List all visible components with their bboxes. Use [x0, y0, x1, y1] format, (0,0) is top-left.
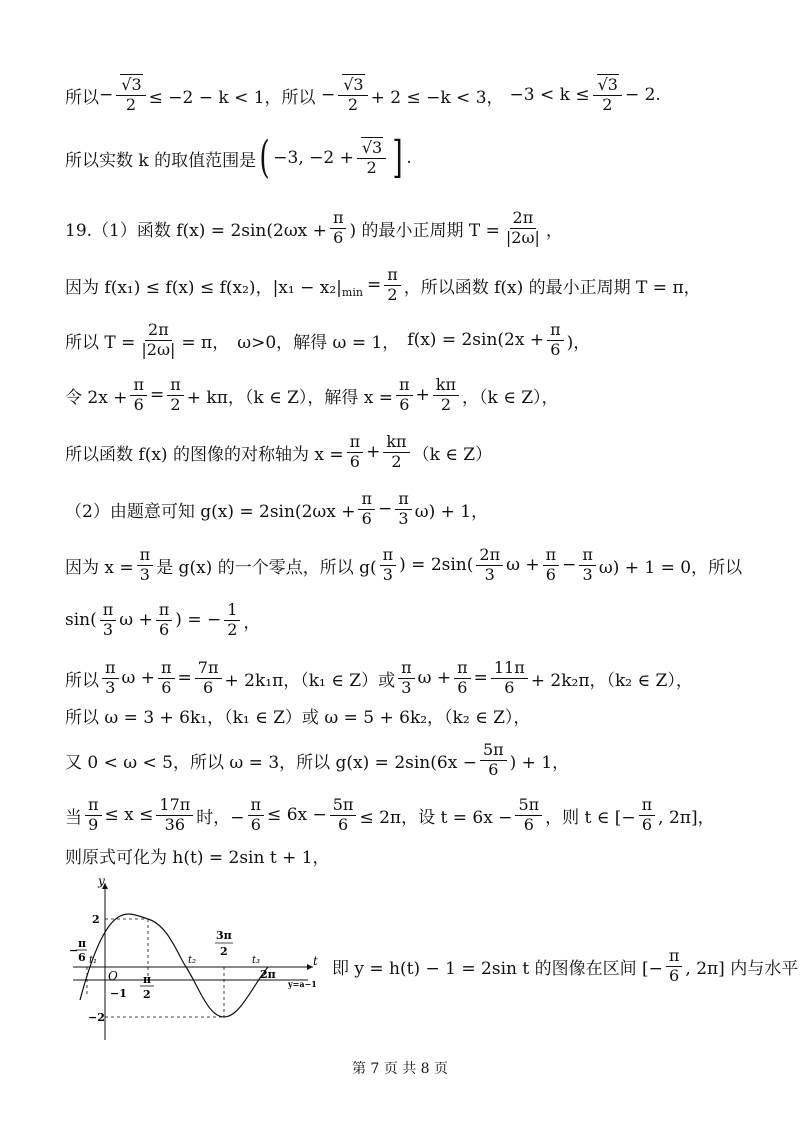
num: π: [395, 490, 412, 509]
line-9: [65, 545, 742, 585]
text: ≤ −2 − k < 1，所以: [148, 87, 316, 108]
den: 6: [250, 814, 261, 834]
fraction: [347, 433, 364, 471]
text: ≤ 6x −: [267, 805, 327, 825]
den: 6: [133, 394, 144, 414]
fraction: [384, 266, 401, 304]
fraction: [491, 659, 528, 697]
text: 所以: [65, 87, 99, 108]
text: 即 y = h(t) − 1 = 2sin t 的图像在区间 [−: [332, 958, 663, 979]
num: 7π: [195, 659, 222, 678]
text: =: [366, 275, 382, 295]
text: 因为 x =: [65, 557, 134, 578]
num: 2π: [476, 546, 503, 565]
text: =: [177, 668, 192, 688]
den: 6: [457, 677, 468, 697]
text: ，: [545, 220, 563, 241]
fraction: [137, 546, 154, 584]
text: )，: [566, 332, 591, 353]
fraction: [383, 433, 409, 471]
text: + 2 ≤ −k < 3，: [370, 87, 504, 108]
num: π: [639, 796, 656, 815]
line-11: [65, 658, 693, 698]
text: =: [149, 385, 165, 405]
fraction: [85, 796, 102, 834]
fraction: [138, 321, 178, 359]
den: 36: [164, 814, 186, 834]
num: kπ: [383, 433, 409, 452]
line-16: [332, 946, 798, 986]
den: 3: [382, 564, 393, 584]
line-15: [65, 835, 330, 875]
text: + kπ，（k ∈ Z），解得 x =: [186, 387, 394, 408]
text: f(x) = 2sin(2x +: [407, 330, 545, 350]
num: 11π: [491, 659, 528, 678]
text: + 2k₁π，（k₁ ∈ Z）或: [224, 670, 396, 691]
sine-curve: [80, 914, 268, 1017]
fraction: [579, 546, 596, 584]
text: ω>0，解得 ω = 1，: [237, 332, 400, 353]
line-6: [65, 375, 559, 415]
den: 6: [361, 508, 372, 528]
den: 2: [227, 619, 238, 639]
text: 当: [65, 807, 82, 828]
line-3: [65, 208, 563, 248]
fraction: [380, 546, 397, 584]
t2-label: t₂: [188, 955, 197, 966]
num: 5π: [480, 741, 507, 760]
fraction: [503, 209, 543, 247]
num: π: [248, 796, 265, 815]
num: π: [380, 546, 397, 565]
fraction: [195, 659, 222, 697]
sine-graph: [68, 875, 328, 1045]
den: 2: [366, 157, 377, 177]
t3-label: t₃: [252, 955, 261, 966]
num: π: [130, 376, 147, 395]
text: , 2π] 内与水平: [685, 958, 799, 979]
text: ) = 2sin(: [399, 555, 474, 575]
den: 6: [203, 677, 214, 697]
text: 19.（1）函数 f(x) = 2sin(2ωx +: [65, 220, 327, 241]
text: ω) + 1 = 0，所以: [598, 557, 743, 578]
left-tick-den: 6: [78, 951, 86, 964]
fraction: [224, 601, 240, 639]
text: ω +: [506, 555, 540, 575]
line-5: [65, 320, 590, 360]
den: 6: [523, 814, 534, 834]
num: π: [102, 659, 119, 678]
fraction: [454, 659, 471, 697]
t1-label: t₁: [89, 955, 98, 966]
horizontal-line-label: y=a−1: [288, 979, 317, 989]
fraction: [338, 76, 367, 114]
text: −3, −2 +: [273, 148, 354, 168]
minus: −: [99, 85, 114, 105]
left-tick-sign: −: [69, 944, 79, 957]
den: 2: [125, 94, 137, 114]
fraction: [358, 490, 375, 528]
num: kπ: [433, 376, 459, 395]
line-4: [65, 265, 701, 305]
num: π: [156, 601, 173, 620]
text: ω +: [121, 668, 156, 688]
fraction: [156, 601, 173, 639]
text: 所以函数 f(x) 的图像的对称轴为 x =: [65, 444, 344, 465]
fraction: [515, 796, 542, 834]
line-13: [65, 740, 569, 780]
text: （k ∈ Z）: [412, 444, 493, 465]
num: π: [358, 490, 375, 509]
text: ω +: [417, 668, 452, 688]
num: 5π: [515, 796, 542, 815]
den: 3: [401, 677, 412, 697]
den: 6: [641, 814, 652, 834]
num: √3: [121, 75, 142, 95]
num: π: [543, 546, 560, 565]
fraction: [639, 796, 656, 834]
den: 6: [488, 759, 499, 779]
fraction: [102, 659, 119, 697]
text: 则原式可化为 h(t) = 2sin t + 1，: [65, 847, 330, 868]
y-tick-neg2: −2: [88, 1011, 105, 1024]
fraction: [156, 796, 193, 834]
fraction: [396, 376, 413, 414]
den: |2ω|: [141, 339, 176, 359]
num: π: [396, 376, 413, 395]
fraction: [330, 209, 347, 247]
num: π: [100, 601, 117, 620]
text: 又 0 < ω < 5，所以 ω = 3，所以 g(x) = 2sin(6x −: [65, 752, 477, 773]
den: 6: [349, 451, 360, 471]
line-14: [65, 795, 715, 835]
y-tick-2: 2: [92, 913, 100, 926]
den: 6: [158, 619, 170, 639]
den: 6: [550, 339, 561, 359]
text: = π，: [181, 332, 230, 353]
den: 3: [398, 508, 409, 528]
text: −: [378, 499, 393, 519]
den: 6: [333, 227, 344, 247]
t-axis-label: t: [313, 954, 318, 968]
y-axis-label: y: [98, 875, 105, 888]
three-pi-half-den: 2: [220, 945, 228, 958]
text: ，则 t ∈ [−: [545, 807, 636, 828]
num: √3: [361, 138, 383, 158]
den: 6: [399, 394, 410, 414]
fraction: [433, 376, 459, 414]
text: ，（k ∈ Z），: [462, 387, 559, 408]
den: 2: [391, 451, 402, 471]
num: π: [547, 321, 564, 340]
num: π: [85, 796, 102, 815]
fraction: [116, 76, 145, 114]
fraction: [130, 376, 147, 414]
fraction: [395, 490, 412, 528]
line-2: 所以实数 k 的取值范围是 ( −3, −2 + $\frac{√3}{2}$ ] .: [65, 132, 412, 183]
num: π: [158, 659, 175, 678]
fraction: [158, 659, 175, 697]
text: + 2k₂π，（k₂ ∈ Z），: [530, 670, 693, 691]
num: 2π: [145, 321, 172, 340]
den: 2: [347, 94, 358, 114]
open-paren: (: [259, 132, 270, 183]
num: π: [167, 376, 184, 395]
text: sin(: [65, 610, 97, 630]
text: +: [415, 385, 430, 405]
num: √3: [343, 75, 364, 95]
num: π: [398, 659, 415, 678]
origin-label: O: [108, 969, 118, 983]
text: 时，−: [196, 807, 245, 828]
num: π: [579, 546, 596, 565]
text: ，所以函数 f(x) 的最小正周期 T = π，: [403, 277, 701, 298]
line-1: [65, 75, 661, 115]
num: 17π: [156, 796, 193, 815]
num: 1: [224, 601, 240, 620]
text: +: [366, 442, 381, 462]
fraction: [167, 376, 184, 414]
three-pi-half-num: 3π: [216, 929, 232, 942]
fraction: [248, 796, 265, 834]
page-footer: 第 7 页 共 8 页: [351, 1061, 449, 1077]
den: 6: [669, 965, 680, 985]
pi-half-den: 2: [143, 988, 151, 1001]
den: |2ω|: [505, 227, 540, 247]
text: ω +: [119, 610, 153, 630]
den: 6: [504, 677, 515, 697]
num: π: [384, 266, 401, 285]
line-8: [65, 489, 488, 529]
text: 所以 ω = 3 + 6k₁，（k₁ ∈ Z）或 ω = 5 + 6k₂，（k₂ ∈ Z），: [65, 707, 531, 728]
den: 6: [338, 814, 349, 834]
fraction: [330, 796, 357, 834]
text: ，: [243, 612, 261, 633]
num: π: [666, 947, 683, 966]
fraction: [543, 546, 560, 584]
den: 3: [105, 677, 116, 697]
num: π: [330, 209, 347, 228]
text: ≤ 2π，设 t = 6x −: [359, 807, 513, 828]
fraction: [476, 546, 503, 584]
text: 令 2x +: [65, 387, 128, 408]
num: π: [137, 546, 154, 565]
line-12: [65, 695, 530, 735]
line-10: [65, 600, 260, 640]
den: 6: [545, 564, 556, 584]
minus: −: [315, 85, 336, 105]
den: 3: [484, 564, 495, 584]
text: −3 < k ≤: [509, 85, 590, 105]
pi-half-num: π: [143, 973, 152, 986]
den: 2: [602, 94, 613, 114]
two-pi-label: 2π: [260, 968, 276, 981]
text: =: [473, 668, 488, 688]
text: 所以 T =: [65, 332, 136, 353]
text: ≤ x ≤: [104, 805, 154, 825]
den: 3: [139, 564, 150, 584]
text: ) + 1，: [509, 752, 570, 773]
text: 是 g(x) 的一个零点，所以 g(: [156, 557, 377, 578]
num: π: [454, 659, 471, 678]
fraction: [100, 601, 117, 639]
text: 所以: [65, 670, 99, 691]
den: 2: [387, 284, 398, 304]
left-tick-num: π: [78, 937, 87, 950]
fraction: [398, 659, 415, 697]
line-7: [65, 432, 492, 472]
text: 因为 f(x₁) ≤ f(x) ≤ f(x₂)，|x₁ − x₂|: [65, 277, 342, 298]
close-bracket: ]: [392, 132, 403, 183]
text: ω) + 1，: [414, 501, 489, 522]
num: √3: [597, 75, 618, 95]
fraction: [593, 76, 622, 114]
den: 3: [102, 619, 114, 639]
text: ) 的最小正周期 T =: [349, 220, 500, 241]
den: 6: [161, 677, 172, 697]
text: ) = −: [175, 610, 222, 630]
fraction: [666, 947, 683, 985]
den: 2: [170, 394, 181, 414]
fraction: [480, 741, 507, 779]
fraction: [357, 139, 386, 177]
text: − 2.: [624, 85, 661, 105]
num: 5π: [330, 796, 357, 815]
den: 9: [88, 814, 99, 834]
y-tick-neg1: −1: [110, 987, 127, 1000]
num: 2π: [510, 209, 537, 228]
text: （2）由题意可知 g(x) = 2sin(2ωx +: [65, 501, 356, 522]
subscript: min: [341, 286, 363, 299]
text: , 2π]，: [658, 807, 715, 828]
den: 3: [582, 564, 593, 584]
text: −: [562, 555, 577, 575]
num: π: [347, 433, 364, 452]
text: 所以实数 k 的取值范围是: [65, 150, 257, 171]
den: 2: [440, 394, 451, 414]
fraction: [547, 321, 564, 359]
